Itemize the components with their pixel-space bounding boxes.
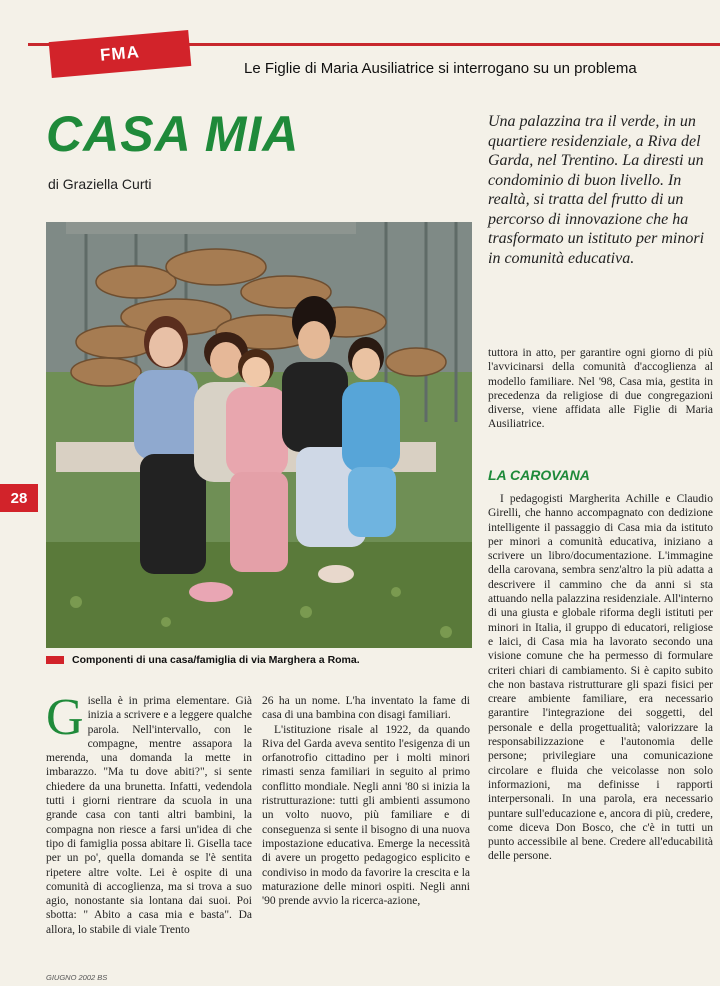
body-col2-paragraph-1: 26 ha un nome. L'ha inventato la fame di casa di una bambina con disagi familiari. (262, 695, 470, 722)
subheading: LA CAROVANA (488, 467, 590, 483)
family-photo-illustration (46, 222, 472, 648)
body-column-3-top (488, 346, 713, 460)
body-col1-text: isella è in prima elementare. Già inizia a scrivere e a leggere qualche parola. Nell'intervallo, con le compagne, mentre assapora la merenda, una domanda la mette in imbarazzo. "Ma tu dove abiti?", si sente chiedere da una brunetta. Infatti, vedendola tutti i giorni rientrare da scuola in una grande casa con tanti altri bambini, la compagna non riesce a farsi un'idea di che tipo di famiglia possa abitare lì. Gisella tace per un po', quella domanda se l'è sentita ripetere altre volte. Lei è ospite di una comunità di accoglienza, ma si trova a suo agio, nonostante sia lontana dai suoi. Poi sbotta: " Abito a casa mia e basta". Da allora, lo stabile di viale Trento (46, 695, 252, 936)
section-tag (49, 30, 192, 78)
page-footer: GIUGNO 2002 BS (46, 973, 108, 982)
section-tag-label: FMA (99, 42, 141, 65)
headline: Le Figlie di Maria Ausiliatrice si interrogano su un problema (244, 60, 637, 77)
body-col2-paragraph-2: L'istituzione risale al 1922, da quando Riva del Garda aveva sentito l'esigenza di un orfanotrofio cittadino per i molti minori rimasti senza familiari in seguito al primo conflitto mondiale. Negli anni '80 si inizia la ristrutturazione: tutti gli ambienti assumono un volto nuovo, più familiare e di conseguenza si sente il bisogno di una nuova impostazione educativa. Emerge la necessità di avere un progetto pedagogico esplicito e condiviso in modo da favorire la crescita e la maturazione delle minori ospiti. Negli anni '90 prende avvio la ricerca-azione, (262, 723, 470, 908)
body-column-2 (262, 694, 470, 976)
body-column-3-bottom (488, 492, 713, 977)
drop-cap: G (46, 694, 84, 746)
author-byline: di Graziella Curti (48, 176, 152, 192)
photo-caption-text: Componenti di una casa/famiglia di via Marghera a Roma. (72, 654, 360, 666)
photo-caption (46, 654, 360, 666)
body-column-1 (46, 694, 252, 976)
body-col3-paragraph-2: I pedagogisti Margherita Achille e Claudio Girelli, che hanno accompagnato con dedizione intelligente il passaggio di Casa mia da istituto per minori a comunità educativa, iniziano a scrivere un libro/documentazione. L'immagine della carovana, sembra senz'altro la più adatta a descrivere il cammino che da anni si sta attuando nella palazzina residenziale. All'interno di una giusta e globale riforma degli istituti per minori in Italia, il gruppo di educatori, religiose e laici, di Casa mia ha lavorato secondo una visione comune che ha permesso di formulare criteri chiari di cambiamento. Si è capito subito che non bastava ristrutturare gli spazi fisici per creare ambiente familiare, era necessario garantire l'integrazione dei soggetti, del personale e della progettualità; valorizzare la responsabilizzazione e l'autonomia delle persone; privilegiare una comunicazione circolare e fluida che veicolasse non solo informazioni, ma definisse i rapporti interpersonali. In una parola, era necessario puntare sull'educazione e, ancora di più, credere, come diceva Don Bosco, che c'è in tutti un punto accessibile al bene. Credere all'educabilità delle persone. (488, 493, 713, 863)
page-number: 28 (0, 484, 38, 512)
article-title: CASA MIA (46, 106, 300, 162)
family-photo (46, 222, 472, 648)
intro-paragraph: Una palazzina tra il verde, in un quartiere residenziale, a Riva del Garda, nel Trentino. La diresti un condominio di buon livello. In realtà, si tratta del frutto di un percorso di innovazione che ha trasformato un istituto per minori in comunità educativa. (488, 113, 705, 267)
body-col3-paragraph-1: tuttora in atto, per garantire ogni giorno di più l'avvicinarsi della comunità d'accoglienza al modello familiare. Nel '98, Casa mia, gestita in precedenza da religiose di due congregazioni diverse, viene affidata alle Figlie di Maria Ausiliatrice. (488, 347, 713, 431)
caption-marker (46, 656, 64, 664)
